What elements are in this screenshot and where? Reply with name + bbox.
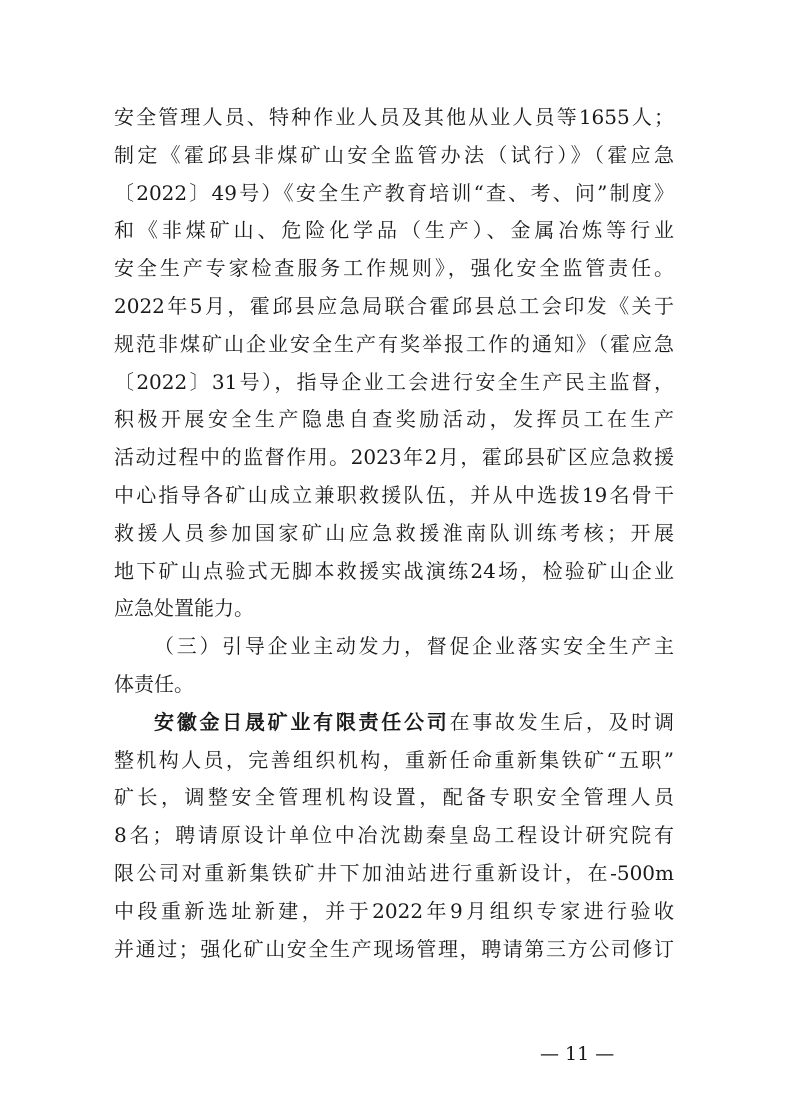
text-line: 安全生产专家检查服务工作规则》，强化安全监管责任。 [114,256,674,281]
text-line: 制定《霍邱县非煤矿山安全监管办法（试行）》（霍应急 [114,142,674,167]
text-line: 限公司对重新集铁矿井下加油站进行重新设计，在-500m [114,860,674,885]
text-line: 中段重新选址新建，并于2022年9月组织专家进行验收 [114,898,674,923]
text-line: 〔2022〕49号）《安全生产教育培训“查、考、问”制度》 [114,180,674,205]
company-paragraph-first-line [114,704,674,742]
text-line: 安全管理人员、特种作业人员及其他从业人员等1655人； [114,105,674,129]
company-name: 安徽金日晟矿业有限责任公司 [154,709,450,734]
text-line: 2022年5月，霍邱县应急局联合霍邱县总工会印发《关于 [114,293,674,318]
page-number: — 11 — [540,1043,615,1065]
text-line: 8名；聘请原设计单位中冶沈勘秦皇岛工程设计研究院有 [114,823,674,848]
text-line: 活动过程中的监督作用。2023年2月，霍邱县矿区应急救援 [114,445,674,470]
section-heading: （三）引导企业主动发力，督促企业落实安全生产主 [154,634,674,659]
text-line: 矿长，调整安全管理机构设置，配备专职安全管理人员 [114,785,674,810]
company-line-rest: 在事故发生后，及时调 [449,709,675,734]
text-line: 和《非煤矿山、危险化学品（生产）、金属冶炼等行业 [114,218,674,243]
body-text [114,99,674,968]
text-line: 〔2022〕31号），指导企业工会进行安全生产民主监督， [114,369,674,394]
text-line: 中心指导各矿山成立兼职救援队伍，并从中选拔19名骨干 [114,482,674,507]
text-line: 积极开展安全生产隐患自查奖励活动，发挥员工在生产 [114,407,674,432]
text-line: 并通过；强化矿山安全生产现场管理，聘请第三方公司修订 [114,936,674,961]
text-line: 规范非煤矿山企业安全生产有奖举报工作的通知》（霍应急 [114,331,674,356]
text-line: 整机构人员，完善组织机构，重新任命重新集铁矿“五职” [114,747,674,772]
text-line: 地下矿山点验式无脚本救援实战演练24场，检验矿山企业 [114,558,674,583]
text-line: 应急处置能力。 [114,596,254,621]
text-line: 救援人员参加国家矿山应急救援淮南队训练考核；开展 [114,520,674,545]
section-heading-continued: 体责任。 [114,671,194,696]
